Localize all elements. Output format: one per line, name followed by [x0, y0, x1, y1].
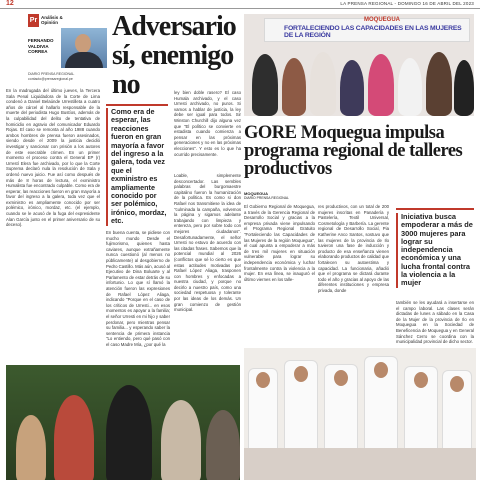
article1-col1: En la madrugada del último jueves, la Tercera Sala Penal Liquidadora de la Corte de Lima condenó a Daniel Belaúnde Urrestilleta a cuatro años de cárcel al hallarlo responsable de la muerte del periodista Hugo Bustíos, además de la culpabilidad del delito de tentativa de homicidio en agravio del comunicador Eduardo Rojas. El caso se remonta al año 1988 cuando ambos hombres de prensa fueron asesinados, siendo desde el 2009 la justicia decidió investigar y sancionar con prisión a los autores de este execrable crimen. En un primer momento el proceso contra el General EP (r) Urrestí Elera fue archivado, por lo que la Corte Suprema declaró nula la resolución de Sala y ordenó nuevo juicio. Fue así como después de más de 8 horas de lectura, el exministro Humalista fue encontrado culpable. Como era de esperar, las reacciones fueron en gran mayoría a favor del ingreso a la galera, toda vez que el exministro es ampliamente conocido por ser polémico, irónico, mordaz, etc. (el ejemplo, cuando se le acusó de la fuga del expresidente Alan García junto en el primer aniversario de su deceso).	[6, 88, 100, 228]
article1-pullquote	[106, 104, 168, 226]
banner-logo: MOQUEGUA	[364, 17, 400, 23]
article2-photo-chefs	[244, 348, 476, 480]
section-badge: Pr	[28, 14, 39, 27]
article2-highlight	[396, 208, 474, 288]
banner-text: FORTALECIENDO LAS CAPACIDADES EN LAS MUJERES DE LA REGIÓN	[284, 25, 462, 39]
article1-headline: Adversario sí, enemigo no	[112, 11, 236, 100]
dateline-city: MOQUEGUA	[244, 191, 268, 196]
page-header	[0, 0, 480, 9]
work-table	[244, 448, 476, 480]
article1-col3: En buena cuenta, se pidiese con mucho mundo Desde el fujimorismo, quienes hasta caviares, aunque extrañamente nunca cuestionó (al menos no públicamente) al desgobierno de Pedro Castillo. Más aún, acusó al Ejecutivo de Dina Boluarte y al Parlamento de estar detrás de su infortunio. Lo que sí llamó la atención fueron las expresiones de Rafael López Aliaga, indicando "Porque en el caso de los críticos de Urresti... en esos momentos es apoyar a la familia; el señor Urresti en mi hijo y saber perdonar, pero mientras pensar su familia... y esperando saber la sentencia de primera instancia "Lo entiendo, pero qué pasó con el caso Madre Mía, ¿por qué la	[106, 230, 171, 347]
page-number: 12	[6, 0, 14, 7]
article1-photo	[6, 365, 240, 480]
article2-dateline	[244, 191, 289, 200]
article2-headline: GORE Moquegua impulsa programa regional de talleres productivos	[244, 123, 463, 179]
article1-col2: Loable, simplemente desconcertador. Las sembles palabras del burgomaestre capitalino fueron la humanización de la política. Es como si don Rafael nos transmitiese la idea de "culminada la campaña, volvemos la página y sigamos adelante trabajando con limpieza y entereza, pero por sobre todo con mejores ciudadanos". Desafortunadamente, el señor Urresti no estuvo de acuerdo con las citadas frases. Sabemos que la potencial mundial al 2026 (conflictos que sé lo cierto es que estas actitudes motivadas por Rafael López Aliaga, trasponen con hombres y enfocadas a nuestra ciudad, y porque no decirlo a nuestro país, como una sociedad respetuosa y tolerante por las ideas de los demás. Un gran comienzo de gestión municipal.	[174, 173, 241, 313]
dateline-source: DIARIO PRENSA REGIONAL	[244, 196, 289, 200]
article2-col3: también se les ayudará a insertarse en el campo laboral. Las clases serán dictadas de lunes a sábado en la Casa de la Mujer de la provincia de Ilo en Moquegua en la Sociedad de Beneficencia de Moquegua y en General Sánchez Cerro se coordina con la municipalidad provincial de dicho sector.	[396, 300, 474, 345]
section-label: Análisis & Opinión	[41, 15, 63, 25]
author-role: DIARIO PRENSA REGIONAL contacto@prensaregional.pe	[28, 72, 75, 81]
article2-col2: res productivos, con un total de 200 mujeres inscritas en Panadería y Pastelería, Textil Universal, Cosmetología y Barbería. La gerente regional de Desarrollo Social, Pia Katherine Anco Santos, sostuvo que las mujeres de la provincia de Ilo tuvieron una fase de inducción y producto de esa enseñanza vienen elaborando productos de calidad que fortalecen su autoestima y capacidad. La funcionaria, añadió que el programa se dictará durante todo el año y gracias al apoyo de las diferentes instituciones y empresa privada, donde	[318, 204, 389, 293]
highlight-text: Iniciativa busca empoderar a más de 3000 mujeres para lograr su independencia económica y una lucha frontal contra la violencia a la mujer	[396, 213, 474, 288]
author-name: FERNANDO VALDIVIA CORREA	[28, 38, 54, 54]
author-photo	[61, 28, 107, 68]
article2-photo-banner	[244, 14, 474, 116]
author-column-header	[28, 14, 108, 84]
article1-col2-top: ley bien doble rasero? El caso Humala archivado, y el caso Urresti archivado, no puros. Si vamos a hablar de justicia, la ley debe ser igual para todos. Sir Winston Churchill dijo alguna vez que "El político se convierte en estadista cuando comienza a pensar en las próximas generaciones y no en las próximas elecciones". Y esto es lo que ha ocurrido precisamente.	[174, 90, 241, 157]
running-title: LA PRENSA REGIONAL - DOMINGO 16 DE ABRIL DEL 2023	[340, 1, 474, 6]
pullquote-text: Como era de esperar, las reacciones fueron en gran mayoría a favor del ingreso a la galera, toda vez que el exministro es ampliamente conocido por ser polémico, irónico, mordaz, etc.	[106, 108, 168, 226]
article2-col1: El Gobierno Regional de Moquegua, a través de la Gerencia Regional de Desarrollo Social y gracias a la empresa privada viene impulsando el Programa Regional Gratuito "Fortaleciendo las Capacidades de las Mujeres de la región Moquegua", el cual apunta a empoderar a más de tres mil mujeres en situación vulnerable para lograr su independencia económica y luchar frontalmente contra la violencia a la mujer. En esa línea, se inauguró el último viernes en los talle-	[244, 204, 315, 282]
